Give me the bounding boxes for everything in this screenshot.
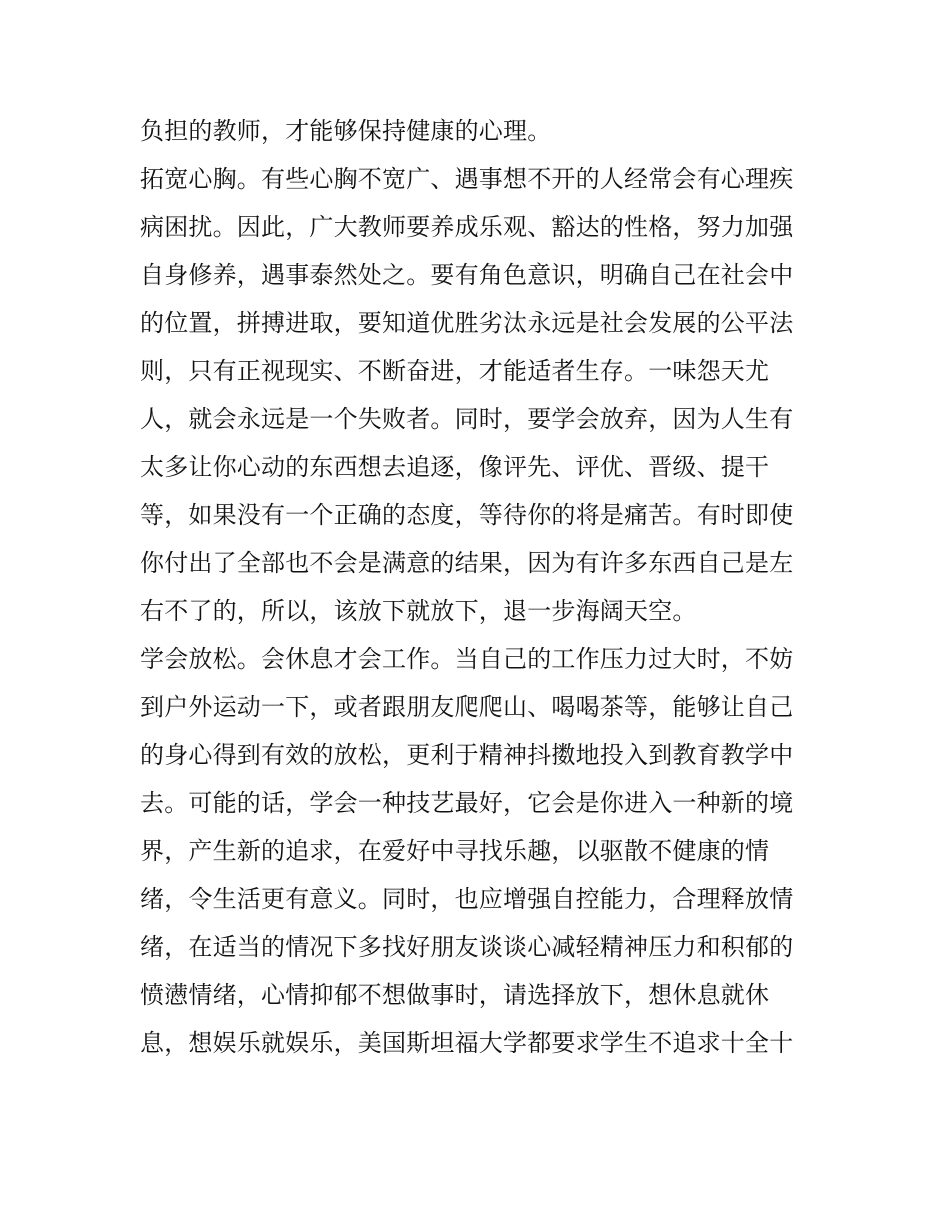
text-line: 愤懑情绪，心情抑郁不想做事时，请选择放下，想休息就休: [140, 981, 770, 1009]
text-line: 右不了的，所以，该放下就放下，退一步海阔天空。: [140, 597, 697, 625]
text-line: 太多让你心动的东西想去追逐，像评先、评优、晋级、提干: [140, 453, 770, 481]
text-line: 人，就会永远是一个失败者。同时，要学会放弃，因为人生有: [140, 405, 794, 433]
text-line: 负担的教师，才能够保持健康的心理。: [140, 117, 552, 145]
text-line: 绪，在适当的情况下多找好朋友谈谈心减轻精神压力和积郁的: [140, 933, 794, 961]
body-text: [140, 107, 820, 1067]
text-line: 到户外运动一下，或者跟朋友爬爬山、喝喝茶等，能够让自己: [140, 693, 794, 721]
text-line: 病困扰。因此，广大教师要养成乐观、豁达的性格，努力加强: [140, 213, 794, 241]
text-line: 你付出了全部也不会是满意的结果，因为有许多东西自己是左: [140, 549, 794, 577]
text-line: 自身修养，遇事泰然处之。要有角色意识，明确自己在社会中: [140, 261, 794, 289]
text-line: 去。可能的话，学会一种技艺最好，它会是你进入一种新的境: [140, 789, 794, 817]
text-line: 的位置，拼搏进取，要知道优胜劣汰永远是社会发展的公平法: [140, 309, 794, 337]
text-line: 界，产生新的追求，在爱好中寻找乐趣，以驱散不健康的情: [140, 837, 770, 865]
text-line: 则，只有正视现实、不断奋进，才能适者生存。一味怨天尤: [140, 357, 770, 385]
text-line: 的身心得到有效的放松，更利于精神抖擞地投入到教育教学中: [140, 741, 794, 769]
text-line: 息，想娱乐就娱乐，美国斯坦福大学都要求学生不追求十全十: [140, 1029, 794, 1057]
text-line: 学会放松。会休息才会工作。当自己的工作压力过大时，不妨: [140, 645, 794, 673]
text-line: 绪，令生活更有意义。同时，也应增强自控能力，合理释放情: [140, 885, 794, 913]
text-line: 拓宽心胸。有些心胸不宽广、遇事想不开的人经常会有心理疾: [140, 165, 794, 193]
text-line: 等，如果没有一个正确的态度，等待你的将是痛苦。有时即使: [140, 501, 794, 529]
